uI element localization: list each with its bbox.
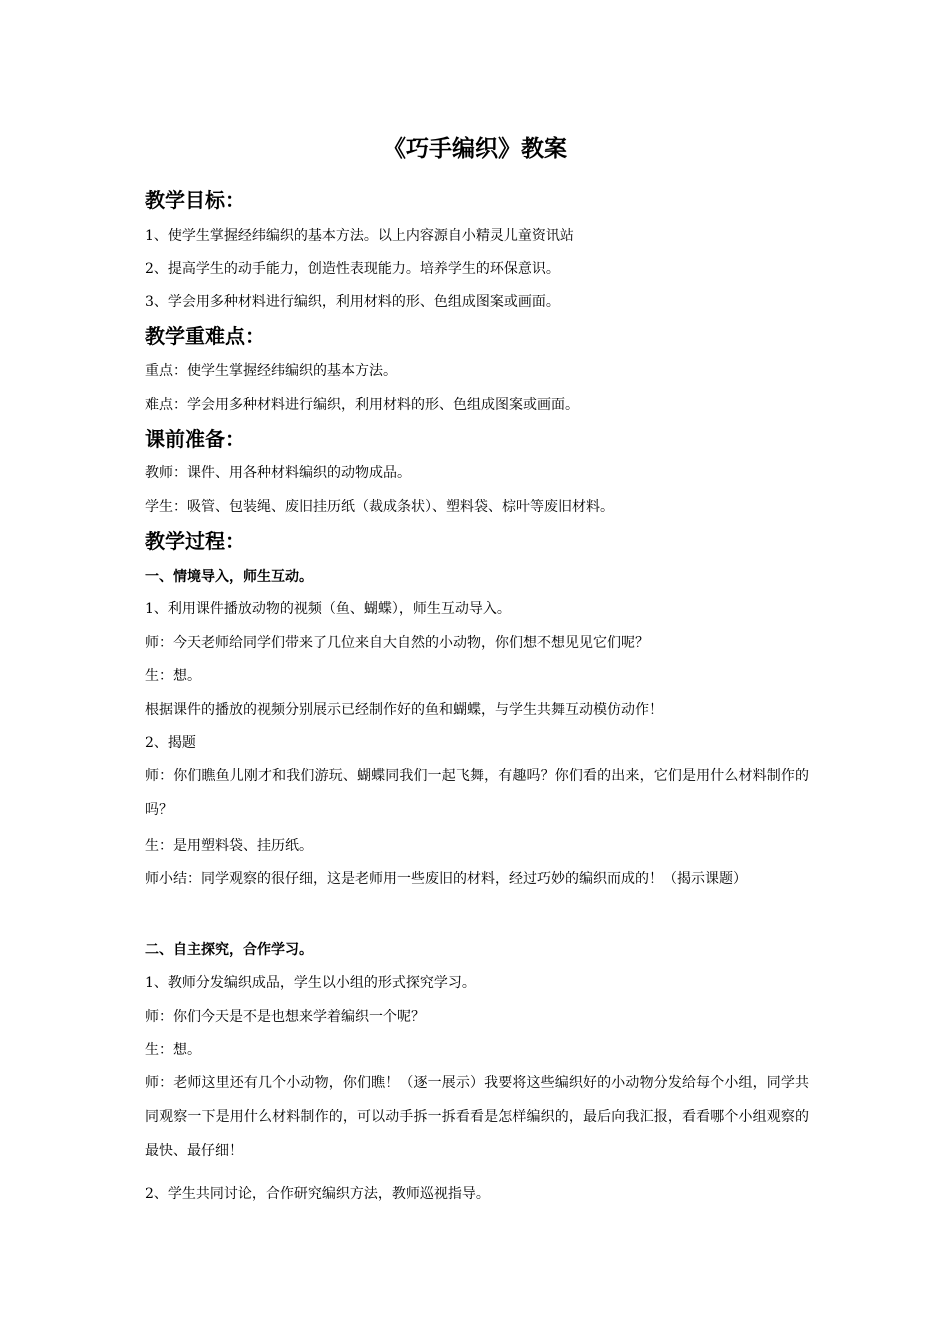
objective-item-2: 2、提高学生的动手能力，创造性表现能力。培养学生的环保意识。: [145, 261, 560, 277]
objective-item-1: 1、使学生掌握经纬编织的基本方法。以上内容源自小精灵儿童资讯站: [145, 228, 574, 244]
process-part1-line-2: 师：今天老师给同学们带来了几位来自大自然的小动物，你们想不想见见它们呢？: [145, 635, 649, 651]
section-heading-preparation: 课前准备：: [145, 427, 245, 451]
process-part1-line-8: 师小结：同学观察的很仔细，这是老师用一些废旧的材料，经过巧妙的编织而成的！（揭示课题）: [145, 871, 747, 887]
objective-item-3: 3、学会用多种材料进行编织，利用材料的形、色组成图案或画面。: [145, 294, 560, 310]
preparation-item-1: 教师：课件、用各种材料编织的动物成品。: [145, 465, 411, 481]
key-point-item-2: 难点：学会用多种材料进行编织，利用材料的形、色组成图案或画面。: [145, 397, 579, 413]
key-point-item-1: 重点：使学生掌握经纬编织的基本方法。: [145, 363, 397, 379]
process-part1-line-3: 生：想。: [145, 668, 201, 684]
process-part2-line-1: 1、教师分发编织成品，学生以小组的形式探究学习。: [145, 975, 476, 991]
process-part2-line-4: 师：老师这里还有几个小动物，你们瞧！（逐一展示）我要将这些编织好的小动物分发给每个小组，同学共同观察一下是用什么材料制作的，可以动手拆一拆看看是怎样编织的，最后向我汇报，看看哪个小组观察的最快、最仔细！: [145, 1075, 809, 1159]
process-part1-line-5: 2、揭题: [145, 735, 196, 751]
process-part2-line-2: 师：你们今天是不是也想来学着编织一个呢？: [145, 1009, 425, 1025]
process-part1-heading: 一、情境导入，师生互动。: [145, 569, 313, 585]
process-part1-line-4: 根据课件的播放的视频分别展示已经制作好的鱼和蝴蝶，与学生共舞互动模仿动作！: [145, 702, 663, 718]
process-part1-line-6: 师：你们瞧鱼儿刚才和我们游玩、蝴蝶同我们一起飞舞，有趣吗？你们看的出来，它们是用什么材料制作的吗？: [145, 768, 809, 818]
section-heading-objectives: 教学目标：: [145, 188, 245, 212]
page-title: 《巧手编织》教案: [383, 135, 567, 162]
process-part2-line-5: 2、学生共同讨论，合作研究编织方法，教师巡视指导。: [145, 1186, 490, 1202]
section-heading-key-points: 教学重难点：: [145, 324, 265, 348]
process-part1-line-1: 1、利用课件播放动物的视频（鱼、蝴蝶），师生互动导入。: [145, 601, 511, 617]
process-part2-heading: 二、自主探究，合作学习。: [145, 942, 313, 958]
preparation-item-2: 学生：吸管、包装绳、废旧挂历纸（裁成条状）、塑料袋、棕叶等废旧材料。: [145, 499, 614, 515]
process-part2-line-3: 生：想。: [145, 1042, 201, 1058]
process-part1-line-7: 生：是用塑料袋、挂历纸。: [145, 838, 313, 854]
section-heading-process: 教学过程：: [145, 529, 245, 553]
